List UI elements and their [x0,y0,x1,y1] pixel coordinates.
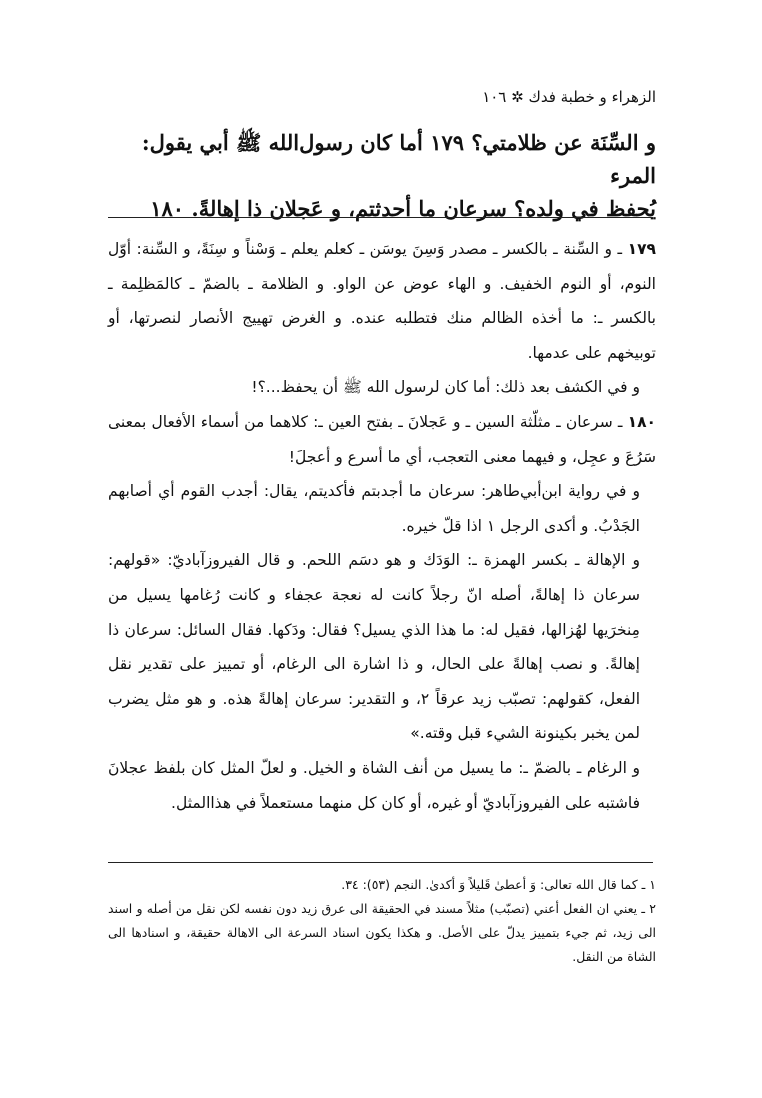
note-number: ١٨٠ [627,412,656,431]
footnote-1: ١ ـ كما قال الله تعالى: وَ أعطىٰ قَليلاً وَ أكدىٰ. النجم (٥٣): ٣٤. [341,877,656,892]
note-kashf: و في الكشف بعد ذلك: أما كان لرسول الله ﷺ أن يحفظ...؟! [251,378,640,397]
footnote-2: ٢ ـ يعني ان الفعل أعني (تصبّب) مثلاً مسند في الحقيقة الى عرق زيد دون نفسه لكن نقل من أصله و اسند الى زيد، ثم جيء بتمييز يدلّ على الأصل. و هكذا يكون اسناد السرعة الى الاهالة حقيقة، و اسنادها الى الشاة من النقل. [108,901,656,964]
running-header: الزهراء و خطبة فدك ✲ ١٠٦ [482,88,656,106]
note-ihala: و الإهالة ـ بكسر الهمزة ـ: الوَدَك و هو دسَم اللحم. و قال الفيروزآباديّ: «قولهم: سرعان ذا إهالةً، أصله انّ رجلاً كانت له نعجة عجفاء و كانت رُغامها يسيل من مِنخرَيها لهُزالها، فقيل له: ما هذا الذي يسيل؟ فقال: ودَكها. فقال السائل: سرعان ذا إهالةً. و نصب إهالةً على الحال، و ذا اشارة الى الرغام، أو تمييز على تقدير نقل الفعل، كقولهم: تصبّب زيد عرقاً ٢، و التقدير: سرعان إهالةً هذه. و هو مثل يضرب لمن يخبر بكينونة الشيء قبل وقته.» [108,551,640,743]
footnotes [108,873,656,969]
commentary-notes [108,232,656,820]
sermon-line-2: يُحفظ في ولده؟ سرعان ما أحدثتم، و عَجلان ذا إهالةً. ١٨٠ [150,196,656,221]
note-rugham: و الرغام ـ بالضمّ ـ: ما يسيل من أنف الشاة و الخيل. و لعلّ المثل كان بلفظ عجلانَ فاشتبه على الفيروزآباديّ أو غيره، أو كان كل منهما مستعملاً في هذاالمثل. [108,758,640,812]
note-number: ١٧٩ [627,240,656,258]
note-text: ـ سرعان ـ مثلّثة السين ـ و عَجلانَ ـ بفتح العين ـ: كلاهما من أسماء الأفعال بمعنى سَرُعَ و عجِل، و فيهما معنى التعجب، أي ما أسرع و أعجلَ! [108,412,656,466]
divider-footnotes [108,862,653,863]
note-179 [108,232,656,370]
sermon-line-1: و السِّنَة عن ظلامتي؟ ١٧٩ أما كان رسول‌الله ﷺ أبي يقول: المرء [141,130,656,188]
note-riwaya: و في رواية ابن‌أبي‌طاهر: سرعان ما أجدبتم فأكديتم، يقال: أجدب القوم أي أصابهم الجَدْبُ. و أكدى الرجل ١ اذا قلّ خيره. [108,482,640,535]
note-180 [108,405,656,474]
sermon-text [110,126,656,225]
note-text: ـ و السِّنة ـ بالكسر ـ مصدر وَسِنَ يوسَن ـ كعلم يعلم ـ وَسْناً و سِنَةً، و السِّنة: أوّل النوم، أو النوم الخفيف. و الهاء عوض عن الواو. و الظلامة ـ بالضمّ ـ كالمَظلِمة ـ بالكسر ـ: ما أخذه الظالم منك فتطلبه عنده. و الغرض تهييج الأنصار لنصرتها، أو توبيخهم على عدمها. [108,240,656,362]
divider-top [108,217,653,218]
